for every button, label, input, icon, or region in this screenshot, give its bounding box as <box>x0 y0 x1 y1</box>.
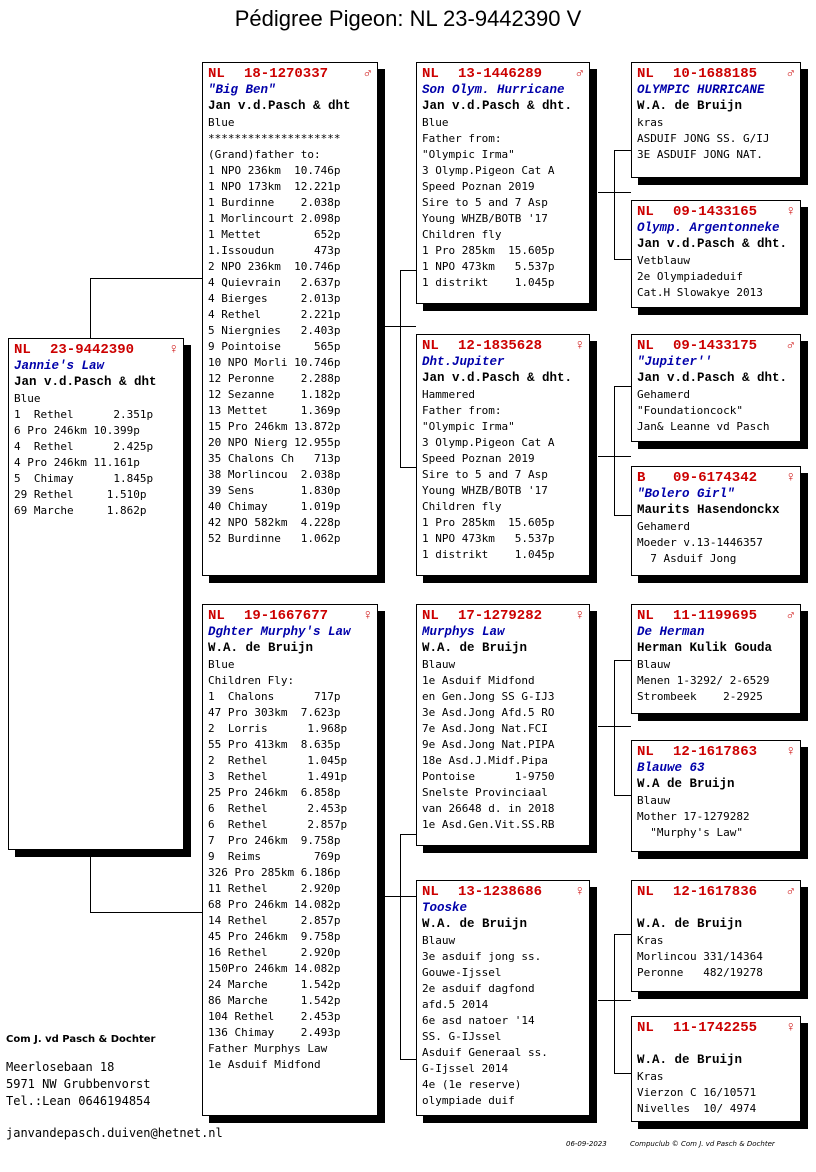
info-line: Mother 17-1279282 <box>637 810 750 823</box>
country-code: NL <box>422 66 439 82</box>
country-code: NL <box>637 884 654 900</box>
info-line: 11 Rethel 2.920p <box>208 882 341 895</box>
info-line: ASDUIF JONG SS. G/IJ <box>637 132 770 145</box>
male-icon: ♂ <box>575 66 584 82</box>
info-line: 5 Chimay 1.845p <box>14 472 154 485</box>
info-line: 47 Pro 303km 7.623p <box>208 706 341 719</box>
info-line: 6 Rethel 2.857p <box>208 818 348 831</box>
info-line: 1 Morlincourt 2.098p <box>208 212 341 225</box>
owner-name: Jan v.d.Pasch & dht. <box>637 371 788 385</box>
connector <box>90 278 205 341</box>
info-line: Blue <box>422 116 449 129</box>
pigeon-card-mother-father[interactable] <box>416 604 590 846</box>
country-code: NL <box>14 342 31 358</box>
info-line: Asduif Generaal ss. <box>422 1046 548 1059</box>
pigeon-card-mm-father[interactable] <box>631 880 801 992</box>
country-code: NL <box>637 204 654 220</box>
info-line: Children Fly: <box>208 674 295 687</box>
info-line: Father from: <box>422 132 502 145</box>
info-line: van 26648 d. in 2018 <box>422 802 555 815</box>
female-icon: ♀ <box>169 342 178 358</box>
info-line: 3E ASDUIF JONG NAT. <box>637 148 763 161</box>
card-header <box>637 203 795 221</box>
info-line: 3 Rethel 1.491p <box>208 770 348 783</box>
info-line: 40 Chimay 1.019p <box>208 500 341 513</box>
info-line: 2 Lorris 1.968p <box>208 722 348 735</box>
info-line: Cat.H Slowakye 2013 <box>637 286 763 299</box>
info-line: kras <box>637 116 664 129</box>
info-line: 10 NPO Morli 10.746p <box>208 356 341 369</box>
info-line: "Foundationcock" <box>637 404 743 417</box>
info-line: 1 distrikt 1.045p <box>422 276 555 289</box>
info-line: Blauw <box>422 934 456 947</box>
owner-name: Jan v.d.Pasch & dht. <box>637 237 788 251</box>
male-icon: ♂ <box>786 884 795 900</box>
info-line: 1 Burdinne 2.038p <box>208 196 341 209</box>
card-header <box>637 743 795 761</box>
info-line: 1 Mettet 652p <box>208 228 341 241</box>
info-line: 15 Pro 246km 13.872p <box>208 420 341 433</box>
ring-number: 23-9442390 <box>50 342 135 358</box>
info-line: 1 Pro 285km 15.605p <box>422 244 555 257</box>
info-line: Father from: <box>422 404 502 417</box>
info-line: 24 Marche 1.542p <box>208 978 341 991</box>
info-line: Young WHZB/BOTB '17 <box>422 484 548 497</box>
info-line: 16 Rethel 2.920p <box>208 946 341 959</box>
info-line: 1 NPO 473km 5.537p <box>422 532 555 545</box>
pigeon-name: Tooske <box>422 901 468 915</box>
info-line: 69 Marche 1.862p <box>14 504 147 517</box>
country-code: NL <box>637 744 654 760</box>
info-line: 55 Pro 413km 8.635p <box>208 738 341 751</box>
country-code: NL <box>208 608 225 624</box>
ring-number: 09-1433175 <box>673 338 758 354</box>
info-line: Morlincou 331/14364 <box>637 950 763 963</box>
info-line: 1 Chalons 717p <box>208 690 341 703</box>
info-line: "Olympic Irma" <box>422 148 515 161</box>
info-line: 3 Olymp.Pigeon Cat A <box>422 436 555 449</box>
male-icon: ♂ <box>786 608 795 624</box>
info-line: 1e Asduif Midfond <box>422 674 535 687</box>
pigeon-name: "Bolero Girl" <box>637 487 735 501</box>
owner-name: Jan v.d.Pasch & dht. <box>422 99 573 113</box>
info-line: Gehamerd <box>637 388 690 401</box>
card-header <box>637 65 795 83</box>
info-line: Peronne 482/19278 <box>637 966 763 979</box>
pigeon-name: De Herman <box>637 625 705 639</box>
info-line: 1 distrikt 1.045p <box>422 548 555 561</box>
owner-name: W.A. de Bruijn <box>637 1053 743 1067</box>
country-code: NL <box>637 66 654 82</box>
info-line: afd.5 2014 <box>422 998 489 1011</box>
female-icon: ♀ <box>575 608 584 624</box>
pigeon-name: OLYMPIC HURRICANE <box>637 83 765 97</box>
info-line: 2e Olympiadeduif <box>637 270 743 283</box>
owner-name: W.A. de Bruijn <box>637 99 743 113</box>
info-line: 38 Morlincou 2.038p <box>208 468 341 481</box>
ring-number: 09-1433165 <box>673 204 758 220</box>
info-line: 4e (1e reserve) <box>422 1078 522 1091</box>
info-line: 1.Issoudun 473p <box>208 244 341 257</box>
pigeon-card-father-mother[interactable] <box>416 334 590 576</box>
connector <box>614 150 632 260</box>
info-line: 1 Rethel 2.351p <box>14 408 154 421</box>
ring-number: 12-1617836 <box>673 884 758 900</box>
card-header <box>208 607 372 625</box>
info-line: 4 Rethel 2.425p <box>14 440 154 453</box>
info-line: 6 Pro 246km 10.399p <box>14 424 140 437</box>
info-line: 42 NPO 582km 4.228p <box>208 516 341 529</box>
info-line: 7e Asd.Jong Nat.FCI <box>422 722 548 735</box>
info-line: en Gen.Jong SS G-IJ3 <box>422 690 555 703</box>
info-line: Children fly <box>422 500 502 513</box>
info-line: Speed Poznan 2019 <box>422 180 535 193</box>
connector <box>614 934 632 1074</box>
owner-name: W.A. de Bruijn <box>422 917 528 931</box>
info-line: 86 Marche 1.542p <box>208 994 341 1007</box>
card-header <box>208 65 372 83</box>
pigeon-card-mother[interactable] <box>202 604 378 1116</box>
pigeon-card-father-father[interactable] <box>416 62 590 304</box>
ring-number: 12-1617863 <box>673 744 758 760</box>
info-line: 18e Asd.J.Midf.Pipa <box>422 754 548 767</box>
country-code: NL <box>422 608 439 624</box>
info-line: 12 Sezanne 1.182p <box>208 388 341 401</box>
info-line: 14 Rethel 2.857p <box>208 914 341 927</box>
ring-number: 11-1742255 <box>673 1020 758 1036</box>
ring-number: 19-1667677 <box>244 608 329 624</box>
info-line: Children fly <box>422 228 502 241</box>
info-line: 2e asduif dagfond <box>422 982 535 995</box>
pigeon-name: "Big Ben" <box>208 83 276 97</box>
male-icon: ♂ <box>363 66 372 82</box>
owner-name: W.A. de Bruijn <box>422 641 528 655</box>
pigeon-card-mm-mother[interactable] <box>631 1016 801 1122</box>
pigeon-card-mf-father[interactable] <box>631 604 801 714</box>
page-title: Pédigree Pigeon: NL 23-9442390 V <box>234 6 582 31</box>
owner-name: Jan v.d.Pasch & dht <box>14 375 157 389</box>
card-header <box>422 65 584 83</box>
info-line: 4 Bierges 2.013p <box>208 292 341 305</box>
info-line: Blue <box>208 658 235 671</box>
ring-number: 13-1238686 <box>458 884 543 900</box>
pigeon-card-ff-father[interactable] <box>631 62 801 178</box>
info-line: Gouwe-Ijssel <box>422 966 502 979</box>
pigeon-card-father[interactable] <box>202 62 378 576</box>
country-code: NL <box>637 1020 654 1036</box>
credit-line: Compuclub © Com J. vd Pasch & Dochter <box>630 1140 775 1148</box>
ring-number: 17-1279282 <box>458 608 543 624</box>
card-header <box>637 883 795 901</box>
owner-name: Herman Kulik Gouda <box>637 641 773 655</box>
info-line: Blauw <box>637 794 671 807</box>
pigeon-card-mf-mother[interactable] <box>631 740 801 852</box>
info-line: 6e asd natoer '14 <box>422 1014 535 1027</box>
info-line: 12 Peronne 2.288p <box>208 372 341 385</box>
female-icon: ♀ <box>575 338 584 354</box>
info-line: Sire to 5 and 7 Asp <box>422 196 548 209</box>
info-line: 4 Pro 246km 11.161p <box>14 456 140 469</box>
female-icon: ♀ <box>786 204 795 220</box>
info-line: Blue <box>14 392 41 405</box>
info-line: 20 NPO Nierg 12.955p <box>208 436 341 449</box>
pigeon-name: Murphys Law <box>422 625 505 639</box>
info-line: Pontoise 1-9750 <box>422 770 555 783</box>
info-line: Blue <box>208 116 235 129</box>
info-line: 3e asduif jong ss. <box>422 950 542 963</box>
info-line: Moeder v.13-1446357 <box>637 536 763 549</box>
info-line: 1 NPO 473km 5.537p <box>422 260 555 273</box>
female-icon: ♀ <box>786 744 795 760</box>
pigeon-card-fm-father[interactable] <box>631 334 801 442</box>
info-line: 1e Asduif Midfond <box>208 1058 321 1071</box>
info-line: 35 Chalons Ch 713p <box>208 452 341 465</box>
info-line: 7 Pro 246km 9.758p <box>208 834 341 847</box>
info-line: Vetblauw <box>637 254 690 267</box>
card-header <box>637 469 795 487</box>
country-code: NL <box>637 338 654 354</box>
pigeon-card-ff-mother[interactable] <box>631 200 801 308</box>
country-code: NL <box>422 338 439 354</box>
info-line: 29 Rethel 1.510p <box>14 488 147 501</box>
pigeon-name: Dht.Jupiter <box>422 355 505 369</box>
country-code: NL <box>208 66 225 82</box>
info-line: 39 Sens 1.830p <box>208 484 341 497</box>
info-line: 5 Niergnies 2.403p <box>208 324 341 337</box>
info-line: 9e Asd.Jong Nat.PIPA <box>422 738 555 751</box>
card-header <box>422 607 584 625</box>
female-icon: ♀ <box>575 884 584 900</box>
pigeon-card-subject[interactable] <box>8 338 184 850</box>
info-line: 3 Olymp.Pigeon Cat A <box>422 164 555 177</box>
info-line: SS. G-IJssel <box>422 1030 502 1043</box>
info-line: 326 Pro 285km 6.186p <box>208 866 341 879</box>
owner-name: W.A. de Bruijn <box>208 641 314 655</box>
phone: Tel.:Lean 0646194854 <box>6 1094 151 1108</box>
info-line: 3e Asd.Jong Afd.5 RO <box>422 706 555 719</box>
pigeon-name: "Jupiter'' <box>637 355 713 369</box>
pigeon-name <box>637 1037 795 1053</box>
info-line: (Grand)father to: <box>208 148 321 161</box>
info-line: Gehamerd <box>637 520 690 533</box>
info-line: 150Pro 246km 14.082p <box>208 962 341 975</box>
info-line: 52 Burdinne 1.062p <box>208 532 341 545</box>
info-line: Nivelles 10/ 4974 <box>637 1102 757 1115</box>
male-icon: ♂ <box>786 338 795 354</box>
connector <box>614 660 632 796</box>
male-icon: ♂ <box>786 66 795 82</box>
info-line: Kras <box>637 934 664 947</box>
country-code: NL <box>422 884 439 900</box>
ring-number: 13-1446289 <box>458 66 543 82</box>
info-line: 9 Reims 769p <box>208 850 341 863</box>
ring-number: 12-1835628 <box>458 338 543 354</box>
ring-number: 11-1199695 <box>673 608 758 624</box>
info-line: Snelste Provinciaal <box>422 786 548 799</box>
info-line: Young WHZB/BOTB '17 <box>422 212 548 225</box>
info-line: Blauw <box>422 658 456 671</box>
address-line-1: Meerlosebaan 18 <box>6 1060 115 1074</box>
pigeon-card-fm-mother[interactable] <box>631 466 801 576</box>
card-header <box>637 607 795 625</box>
info-line: Speed Poznan 2019 <box>422 452 535 465</box>
connector <box>90 850 205 913</box>
owner-name: Maurits Hasendonckx <box>637 503 780 517</box>
card-header <box>637 337 795 355</box>
pigeon-name: Olymp. Argentonneke <box>637 221 780 235</box>
info-line: 1 Pro 285km 15.605p <box>422 516 555 529</box>
info-line: "Murphy's Law" <box>637 826 743 839</box>
email-link[interactable]: janvandepasch.duiven@hetnet.nl <box>6 1126 223 1140</box>
info-line: 2 Rethel 1.045p <box>208 754 348 767</box>
info-line: 2 NPO 236km 10.746p <box>208 260 341 273</box>
info-line: 4 Rethel 2.221p <box>208 308 341 321</box>
info-line: olympiade duif <box>422 1094 515 1107</box>
info-line: "Olympic Irma" <box>422 420 515 433</box>
card-header <box>14 341 178 359</box>
info-line: Jan& Leanne vd Pasch <box>637 420 770 433</box>
country-code: NL <box>637 608 654 624</box>
female-icon: ♀ <box>363 608 372 624</box>
info-line: Sire to 5 and 7 Asp <box>422 468 548 481</box>
owner-name: Jan v.d.Pasch & dht <box>208 99 351 113</box>
info-line: 68 Pro 246km 14.082p <box>208 898 341 911</box>
info-line: Kras <box>637 1070 664 1083</box>
card-header <box>422 883 584 901</box>
pigeon-name: Jannie's Law <box>14 359 105 373</box>
connector <box>614 386 632 516</box>
info-line: 45 Pro 246km 9.758p <box>208 930 341 943</box>
info-line: 6 Rethel 2.453p <box>208 802 348 815</box>
card-header <box>422 337 584 355</box>
owner-name: W.A. de Bruijn <box>637 917 743 931</box>
info-line: 7 Asduif Jong <box>637 552 737 565</box>
ring-number: 09-6174342 <box>673 470 758 486</box>
pigeon-name: Dghter Murphy's Law <box>208 625 351 639</box>
info-line: Strombeek 2-2925 <box>637 690 763 703</box>
pigeon-name: Blauwe 63 <box>637 761 705 775</box>
info-line: Menen 1-3292/ 2-6529 <box>637 674 770 687</box>
connector <box>400 834 417 1060</box>
info-line: Vierzon C 16/10571 <box>637 1086 757 1099</box>
female-icon: ♀ <box>786 470 795 486</box>
female-icon: ♀ <box>786 1020 795 1036</box>
info-line: 1 NPO 236km 10.746p <box>208 164 341 177</box>
owner-name: Jan v.d.Pasch & dht. <box>422 371 573 385</box>
ring-number: 18-1270337 <box>244 66 329 82</box>
info-line: 13 Mettet 1.369p <box>208 404 341 417</box>
info-line: 9 Pointoise 565p <box>208 340 341 353</box>
connector <box>400 270 417 468</box>
company-name: Com J. vd Pasch & Dochter <box>6 1034 156 1045</box>
card-header <box>637 1019 795 1037</box>
owner-name: W.A de Bruijn <box>637 777 735 791</box>
info-line: 1e Asd.Gen.Vit.SS.RB <box>422 818 555 831</box>
info-line: ******************** <box>208 132 341 145</box>
info-line: 104 Rethel 2.453p <box>208 1010 341 1023</box>
pigeon-name: Son Olym. Hurricane <box>422 83 565 97</box>
ring-number: 10-1688185 <box>673 66 758 82</box>
address-line-2: 5971 NW Grubbenvorst <box>6 1077 151 1091</box>
info-line: G-Ijssel 2014 <box>422 1062 509 1075</box>
info-line: Blauw <box>637 658 671 671</box>
info-line: Father Murphys Law <box>208 1042 328 1055</box>
info-line: Hammered <box>422 388 475 401</box>
info-line: 136 Chimay 2.493p <box>208 1026 341 1039</box>
info-line: 25 Pro 246km 6.858p <box>208 786 341 799</box>
info-line: 1 NPO 173km 12.221p <box>208 180 341 193</box>
print-date: 06-09-2023 <box>566 1140 607 1148</box>
pigeon-card-mother-mother[interactable] <box>416 880 590 1116</box>
country-code: B <box>637 470 646 486</box>
pigeon-name <box>637 901 795 917</box>
info-line: 4 Quievrain 2.637p <box>208 276 341 289</box>
